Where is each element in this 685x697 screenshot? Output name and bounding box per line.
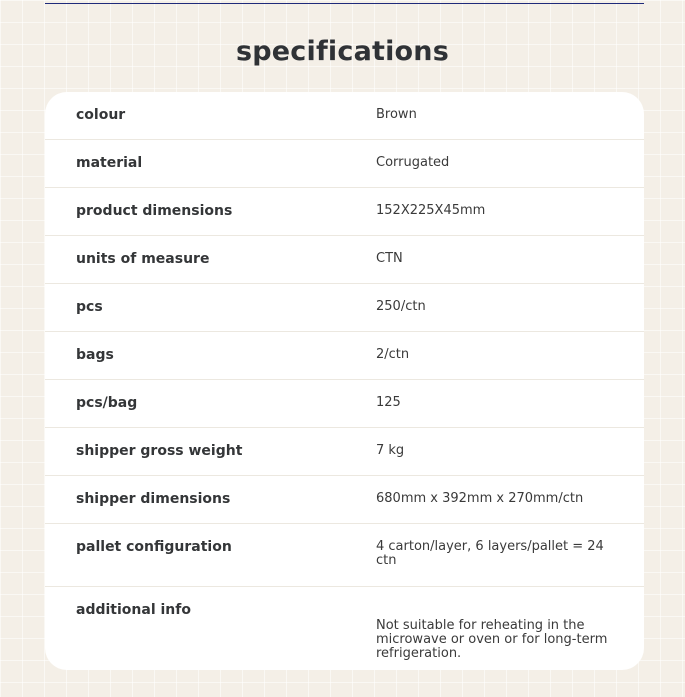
spec-value: Corrugated xyxy=(376,155,450,170)
spec-label: units of measure xyxy=(76,251,210,267)
spec-row-shipper-dimensions xyxy=(45,476,644,524)
spec-row-units-of-measure xyxy=(45,236,644,284)
spec-label: pcs/bag xyxy=(76,395,138,411)
spec-label: material xyxy=(76,155,143,171)
spec-row-additional-info xyxy=(45,587,644,670)
spec-value: 2/ctn xyxy=(376,347,410,362)
spec-row-product-dimensions xyxy=(45,188,644,236)
spec-value: 125 xyxy=(376,395,401,410)
spec-row-bags xyxy=(45,332,644,380)
spec-row-pcs xyxy=(45,284,644,332)
spec-value: CTN xyxy=(376,251,403,266)
spec-value: Brown xyxy=(376,107,417,122)
spec-label: additional info xyxy=(76,602,191,618)
spec-value: 4 carton/layer, 6 layers/pallet = 24 ctn xyxy=(376,539,604,568)
spec-label: pcs xyxy=(76,299,103,315)
spec-row-pallet-configuration xyxy=(45,524,644,587)
spec-value: Not suitable for reheating in the microwave or oven or for long-term refrigeration. xyxy=(376,618,608,661)
spec-value: 250/ctn xyxy=(376,299,426,314)
spec-value: 152X225X45mm xyxy=(376,203,486,218)
spec-label: shipper gross weight xyxy=(76,443,243,459)
top-divider xyxy=(45,3,644,4)
spec-label: colour xyxy=(76,107,126,123)
specifications-card xyxy=(45,92,644,670)
spec-label: pallet configuration xyxy=(76,539,232,555)
spec-value: 7 kg xyxy=(376,443,405,458)
spec-label: bags xyxy=(76,347,114,363)
spec-value: 680mm x 392mm x 270mm/ctn xyxy=(376,491,584,506)
spec-label: shipper dimensions xyxy=(76,491,231,507)
spec-row-material xyxy=(45,140,644,188)
spec-row-colour xyxy=(45,92,644,140)
spec-row-pcs-per-bag xyxy=(45,380,644,428)
spec-row-shipper-gross-weight xyxy=(45,428,644,476)
spec-label: product dimensions xyxy=(76,203,233,219)
page-title: specifications xyxy=(236,36,449,67)
